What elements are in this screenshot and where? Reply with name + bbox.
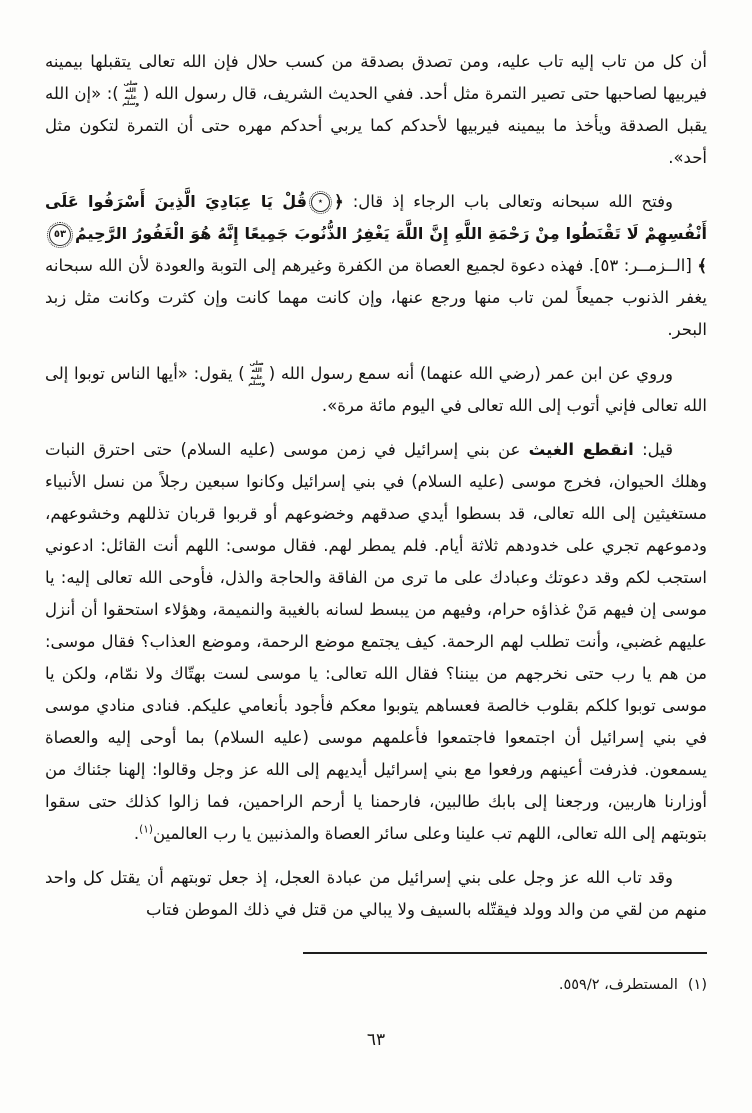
footnote-text: المستطرف، ٥٥٩/٢. — [558, 977, 678, 993]
paragraph-text: وروي عن ابن عمر (رضي الله عنهما) أنه سمع رسول الله ( — [268, 364, 673, 383]
paragraph-continuation — [45, 46, 707, 174]
paragraph-text: ): «إن الله يقبل الصدقة ويأخذ ما بيمينه فيربيها لأحدكم كما يربي أحدكم مهره حتى أن التمرة لتكون مثل أحد». — [45, 84, 707, 167]
footnote-reference-marker: (١) — [139, 823, 153, 836]
paragraph-quran-verse — [45, 186, 707, 346]
footnote-marker: (١) — [687, 977, 707, 993]
paragraph-text: وفتح الله سبحانه وتعالى باب الرجاء إذ قال: — [343, 192, 673, 211]
paragraph-text: فهذه دعوة لجميع العصاة من الكفرة وغيرهم إلى التوبة والعودة لأن الله سبحانه يغفر الذنوب جميعاً لمن تاب منها ورجع عنها، وإن كانت مهما كانت وإن كثرت وكانت مثل زبد البحر. — [45, 256, 707, 339]
paragraph-text: وقد تاب الله عز وجل على بني إسرائيل من عبادة العجل، إذ جعل توبتهم أن يقتل كل واحد منهم من لقي من والد وولد فيقتّله بالسيف ولا يبالي من قتل في ذلك الموطن فتاب — [45, 868, 707, 919]
verse-open-bracket: ﴿ — [333, 192, 344, 211]
footnote-separator — [303, 952, 707, 954]
paragraph-text: . — [133, 824, 140, 843]
footnote-area — [45, 952, 707, 998]
footnote-line — [45, 972, 707, 998]
emphasized-text: انقطع الغيث — [528, 440, 634, 459]
paragraph-text: أن كل من تاب إليه تاب عليه، ومن تصدق بصدقة من كسب حلال فإن الله تعالى يتقبلها بيمينه فيربيها لصاحبها حتى تصير التمرة مثل أحد. ففي الحديث الشريف، قال رسول الله ( — [45, 52, 707, 103]
pbuh-honorific: صلى الله عليه وسلم — [122, 79, 140, 108]
ayah-number-medallion: ٥٣ — [49, 224, 71, 246]
paragraph-text: قيل: — [633, 440, 673, 459]
pbuh-honorific: صلى الله عليه وسلم — [248, 359, 266, 388]
quran-verse-text: قُلْ يَا عِبَادِيَ الَّذِينَ أَسْرَفُوا عَلَى أَنْفُسِهِمْ لَا تَقْنَطُوا مِنْ رَحْمَةِ اللَّهِ إِنَّ اللَّهَ يَغْفِرُ الذُّنُوبَ جَمِيعًا إِنَّهُ هُوَ الْغَفُورُ الرَّحِيمُ — [45, 192, 707, 243]
page-body — [45, 46, 707, 926]
verse-close-bracket: ﴾ — [697, 256, 707, 275]
paragraph-hadith — [45, 358, 707, 422]
verse-reference: [الــزمــر: ٥٣]. — [583, 256, 698, 275]
paragraph-text: ) يقول: «أيها الناس توبوا إلى الله تعالى فإني أتوب إلى الله تعالى في اليوم مائة مرة». — [45, 364, 707, 415]
paragraph-text: عن بني إسرائيل في زمن موسى (عليه السلام) حتى احترق النبات وهلك الحيوان، فخرج موسى (عليه السلام) في بني إسرائيل وكانوا سبعين رجلاً من نسل الأنبياء مستغيثين إلى الله تعالى، قد بسطوا أيدي صدقهم وخضوعهم أو قربوا قربان تذللهم وخشوعهم، ودموعهم تجري على خدودهم ثلاثة أيام. فلم يمطر لهم. فقال موسى: اللهم أنت القائل: ادعوني استجب لكم وقد دعوتك وعبادك على ما ترى من الفاقة والحاجة والذل، فأوحى الله تعالى إليه: يا موسى إن فيهم مَنْ غذاؤه حرام، وفيهم من يبسط لسانه بالغيبة والنميمة، وهؤلاء استحقوا أن أنزل عليهم غضبي، وأنت تطلب لهم الرحمة. كيف يجتمع موضع الرحمة، وموضع العذاب؟ فقال موسى: من هم يا رب حتى نخرجهم من بيننا؟ فقال الله تعالى: يا موسى لست بهتّاك ولا نمّام، ولكن يا موسى توبوا كلكم بقلوب خالصة فعساهم يتوبوا معكم فأجود بأنعامي عليكم. فنادى منادي موسى في بني إسرائيل أن اجتمعوا فاجتمعوا فأعلمهم موسى (عليه السلام) بما أوحى إليه والعصاة يسمعون. فذرفت أعينهم ورفعوا مع بني إسرائيل أيديهم إلى الله عز وجل وقالوا: إلهنا جئناك من أوزارنا هاربين، ورجعنا إلى بابك طالبين، فارحمنا يا أرحم الراحمين، فما زالوا كذلك حتى سقوا بتوبتهم إلى الله تعالى، اللهم تب علينا وعلى سائر العصاة والمذنبين يا رب العالمين — [45, 440, 707, 843]
paragraph-final — [45, 862, 707, 926]
paragraph-story — [45, 434, 707, 850]
verse-rosette-icon: ٭ — [311, 193, 330, 212]
page-number: ٦٣ — [366, 1030, 386, 1050]
